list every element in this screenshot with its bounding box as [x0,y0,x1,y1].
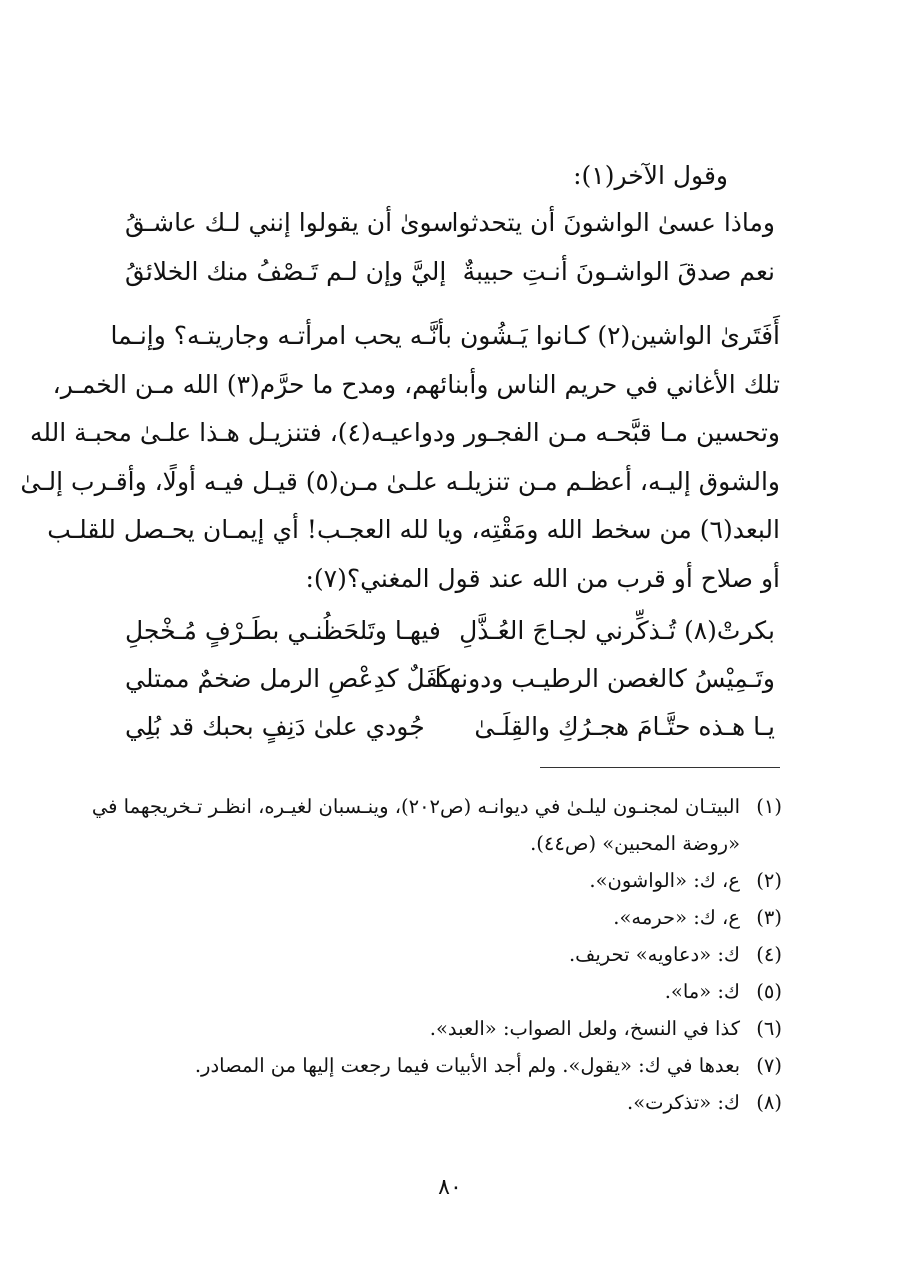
footnotes [91,788,782,1121]
footnote-text: ع، ك: «حرمه». [613,906,740,929]
footnote-number: (١) [756,795,782,818]
hemistich-second: جُودي علىٰ دَنِفٍ بحبك قد بُلِي [125,712,425,741]
hemistich-first: نعم صدقَ الواشـونَ أنـتِ حبيبةٌ [462,257,775,286]
footnote-number: (٧) [756,1054,782,1077]
hemistich-first: وتَـمِيْسُ كالغصن الرطيـب ودونهـا [434,664,775,693]
footnote-text: «روضة المحبين» (ص٤٤). [530,832,740,855]
hemistich-second: سوىٰ أن يقولوا إنني لـك عاشـقُ [125,208,454,237]
footnote-2 [110,862,782,899]
verse-couplet-4 [125,656,775,702]
footnote-separator [540,767,780,768]
hemistich-first: بكرتْ(٨) تُـذكِّرني لجـاجَ العُـذَّلِ [459,616,775,645]
footnote-number: (٤) [756,943,782,966]
footnote-number: (٢) [756,869,782,892]
footnote-text: ك: «تذكرت». [627,1091,740,1114]
prose-line: والشوق إليـه، أعظـم مـن تنزيلـه علـىٰ مـن(٥) قيـل فيـه أولًا، وأقـرب إلـىٰ [20,466,780,496]
footnote-text: ع، ك: «الواشون». [589,869,740,892]
hemistich-second: كَفَلٌ كدِعْصِ الرمل ضخمٌ ممتلي [125,664,451,693]
prose-line: أو صلاح أو قرب من الله عند قول المغني؟(٧): [305,563,780,593]
footnote-7 [110,1047,782,1084]
poem-intro: وقول الآخر(١): [573,161,728,190]
hemistich-second: فيهـا وتَلحَظُنـي بطَـرْفٍ مُـخْجلِ [125,616,441,645]
footnote-1-continuation [110,825,782,862]
verse-couplet-3 [125,608,775,654]
verse-couplet-2 [125,249,775,295]
footnote-text: بعدها في ك: «يقول». ولم أجد الأبيات فيما رجعت إليها من المصادر. [194,1054,740,1077]
prose-line: وتحسين مـا قبَّحـه مـن الفجـور ودواعيـه(٤)، فتنزيـل هـذا علـىٰ محبـة الله [29,418,780,447]
verse-couplet-5 [125,704,775,750]
footnote-text: ك: «دعاويه» تحريف. [568,943,740,966]
footnote-number: (٦) [756,1017,782,1040]
prose-line: البعد(٦) من سخط الله ومَقْتِه، ويا لله العجـب! أي إيمـان يحـصل للقلـب [47,515,780,544]
footnote-text: ك: «ما». [664,980,740,1003]
verse-couplet-1 [125,200,775,246]
footnote-3 [110,899,782,936]
footnote-6 [110,1010,782,1047]
footnote-number: (٥) [756,980,782,1003]
footnote-1 [91,788,782,825]
prose-line: تلك الأغاني في حريم الناس وأبنائهم، ومدح ما حرَّم(٣) الله مـن الخمـر، [52,369,780,399]
hemistich-first: وماذا عسىٰ الواشونَ أن يتحدثوا [451,208,775,237]
footnote-number: (٨) [756,1091,782,1114]
footnote-number: (٣) [756,906,782,929]
hemistich-second: إليَّ وإن لـم تَـصْفُ منك الخلائقُ [125,257,447,286]
hemistich-first: يـا هـذه حتَّـامَ هجـرُكِ والقِلَـىٰ [474,712,775,741]
prose-line: أَفَتَرىٰ الواشين(٢) كـانوا يَـشُون بأنَّـه يحب امرأتـه وجاريتـه؟ وإنـما [110,321,780,350]
footnote-5 [110,973,782,1010]
page-number: ٨٠ [438,1175,462,1200]
footnote-8 [110,1084,782,1121]
footnote-text: كذا في النسخ، ولعل الصواب: «العبد». [429,1017,740,1040]
prose-paragraph [20,312,780,603]
footnote-text: البيتـان لمجنـون ليلـىٰ في ديوانـه (ص٢٠٢)، وينـسبان لغيـره، انظـر تـخريجهما في [91,795,740,818]
footnote-4 [110,936,782,973]
